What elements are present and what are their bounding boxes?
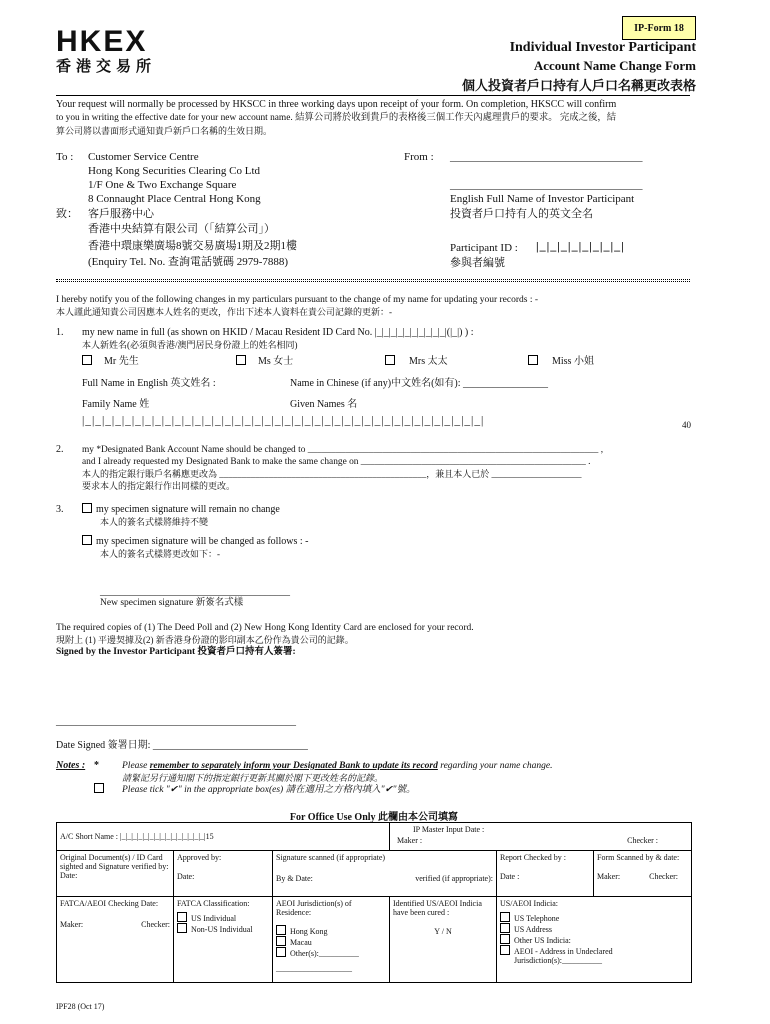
from-label: From :: [404, 151, 434, 163]
given-names-label: Given Names 名: [290, 399, 358, 410]
section-divider-2: [56, 281, 690, 282]
identified-cured-label: Identified US/AEOI Indicia have been cured :: [393, 899, 482, 917]
office-use-title: For Office Use Only 此欄由本公司填寫: [289, 812, 459, 823]
item2-number: 2.: [56, 444, 64, 455]
to-zh-line-1: 客戶服務中心: [88, 208, 154, 220]
original-documents-label: Original Document(s) / ID Card sighted and Signature verified by:: [60, 853, 169, 871]
others-line[interactable]: ___________________: [276, 964, 352, 973]
item3-number: 3.: [56, 504, 64, 515]
no-change-checkbox[interactable]: [82, 503, 92, 513]
approved-by-label: Approved by:: [177, 853, 222, 862]
ip-master-maker: Maker :: [397, 836, 423, 845]
us-telephone-option[interactable]: US Telephone: [500, 912, 688, 923]
form-maker: Maker:: [597, 872, 621, 881]
aeoi-jurisdiction-label: AEOI Jurisdiction(s) of Residence:: [276, 899, 352, 917]
from-name-en-label: English Full Name of Investor Participant: [450, 193, 635, 205]
non-us-individual-option[interactable]: Non-US Individual: [177, 923, 269, 934]
item1-text-en: my new name in full (as shown on HKID / Macau Resident ID Card No. |_|_|_|_|_|_|_|_|_|_|(|_|) ) :: [82, 327, 474, 338]
by-date-label: By & Date:: [276, 874, 313, 883]
notes-star: *: [94, 760, 99, 771]
from-line-1[interactable]: ___________________________________: [450, 151, 643, 163]
date-signed-field[interactable]: Date Signed 簽署日期: _______________________________: [56, 740, 308, 751]
form-title-zh: 個人投資者戶口持有人戶口名稱更改表格: [461, 78, 696, 93]
notify-zh: 本人謹此通知貴公司因應本人姓名的更改，作出下述本人資料在貴公司記錄的更新：-: [56, 307, 392, 317]
change-checkbox[interactable]: [82, 535, 92, 545]
intro-zh: 算公司將以書面形式通知貴戶新戶口名稱的生效日期。: [56, 126, 273, 136]
aeoi-address-option[interactable]: AEOI - Address in Undeclared: [500, 945, 688, 956]
new-signature-label: New specimen signature 新簽名式樣: [100, 598, 244, 608]
ip-master-input-date: IP Master Input Date :: [413, 825, 485, 834]
item2-line-1[interactable]: my *Designated Bank Account Name should be changed to ______________________________________________________________ ,: [82, 445, 604, 455]
form-title-en-1: Individual Investor Participant: [509, 40, 696, 55]
title-mrs-option[interactable]: Mrs 太太: [385, 355, 448, 369]
yes-no-choice[interactable]: Y / N: [434, 927, 452, 936]
mrs-checkbox[interactable]: [385, 355, 395, 365]
title-miss-option[interactable]: Miss 小姐: [528, 355, 594, 369]
signed-label: Signed by the Investor Participant 投資者戶口持有人簽署:: [56, 647, 296, 657]
note-2-checkbox-sample: [94, 783, 108, 797]
us-individual-option[interactable]: US Individual: [177, 912, 269, 923]
form-number-badge: IP-Form 18: [622, 16, 696, 40]
copies-en: The required copies of (1) The Deed Poll and (2) New Hong Kong Identity Card are enclosed for your record.: [56, 623, 474, 633]
item2-line-2[interactable]: and I already requested my Designated Bank to make the same change on ________________________________________________ .: [82, 457, 591, 467]
other-us-indicia-option[interactable]: Other US Indicia:: [500, 934, 688, 945]
notify-en: I hereby notify you of the following changes in my particulars pursuant to the change of my name for updating your records : -: [56, 295, 538, 305]
report-date: Date :: [500, 872, 520, 881]
change-zh: 本人的簽名式樣將更改如下：-: [100, 549, 220, 559]
note-2: Please tick "✔" in the appropriate box(es) 請在適用之方格內填入"✔"號。: [122, 785, 416, 795]
fatca-checker: Checker:: [141, 920, 170, 929]
chinese-name-field[interactable]: Name in Chinese (if any)中文姓名(如有): _________________: [290, 378, 549, 389]
us-address-option[interactable]: US Address: [500, 923, 688, 934]
full-name-en-label: Full Name in English 英文姓名 :: [82, 378, 216, 389]
hkex-logo-chinese: 香港交易所: [56, 59, 157, 75]
from-name-zh-label: 投資者戶口持有人的英文全名: [450, 208, 593, 220]
report-checked-label: Report Checked by :: [500, 853, 566, 862]
signature-scanned-label: Signature scanned (if appropriate): [276, 853, 386, 862]
fatca-maker: Maker:: [60, 920, 84, 929]
hkex-logo: HKEX: [56, 25, 148, 58]
participant-id-label: Participant ID :: [450, 242, 518, 254]
form-checker: Checker:: [649, 872, 678, 881]
item1-number: 1.: [56, 327, 64, 338]
to-line-3: 1/F One & Two Exchange Square: [88, 179, 237, 191]
jurisdictions-field[interactable]: Jurisdiction(s):__________: [514, 956, 602, 965]
notes-label: Notes :: [56, 760, 86, 771]
section-divider-1: [56, 279, 690, 280]
new-signature-line[interactable]: ______________________________________: [100, 586, 290, 597]
title-mr-option[interactable]: Mr 先生: [82, 355, 139, 369]
us-aeoi-indicia-label: US/AEOI Indicia:: [500, 899, 558, 908]
hong-kong-option[interactable]: Hong Kong: [276, 925, 386, 936]
from-line-2[interactable]: ___________________________________: [450, 179, 643, 191]
office-use-table: [56, 822, 692, 983]
signature-no-change-option[interactable]: my specimen signature will remain no change: [82, 503, 280, 517]
note-1-zh: 請緊記另行通知閣下的指定銀行更新其關於閣下更改姓名的記錄。: [122, 773, 384, 783]
english-name-boxes[interactable]: |_|_|_|_|_|_|_|_|_|_|_|_|_|_|_|_|_|_|_|_|_|_|_|_|_|_|_|_|_|_|_|_|_|_|_|_|_|_|_|_|: [82, 415, 485, 427]
to-zh-line-2: 香港中央結算有限公司（「結算公司」）: [88, 223, 275, 235]
fatca-classification-label: FATCA Classification:: [177, 899, 250, 908]
intro-en-2: to you in writing the effective date for your new account name. 結算公司將於收到貴戶的表格後三個工作天內處理貴戶的要求。 完成之後，結: [56, 113, 617, 123]
copies-zh: 現附上 (1) 平邊契據及(2) 新香港身份證的影印副本乙份作為貴公司的記錄。: [56, 635, 354, 645]
to-zh-line-3: 香港中環康樂廣場8號交易廣場1期及2期1樓: [88, 240, 297, 252]
note-1-en: Please remember to separately inform your Designated Bank to update its record regarding your name change.: [122, 761, 553, 771]
item2-line-4: 要求本人的指定銀行作出同樣的更改。: [82, 481, 236, 491]
orig-date: Date:: [60, 871, 78, 880]
participant-id-zh-label: 參與者編號: [450, 257, 505, 269]
name-box-count: 40: [682, 420, 691, 430]
intro-en-1: Your request will normally be processed by HKSCC in three working days upon receipt of your form. On completion, HKSCC will confirm: [56, 99, 617, 110]
others-option[interactable]: Other(s):__________: [276, 947, 386, 958]
form-footer-code: IPF28 (Oct 17): [56, 1002, 105, 1011]
to-label-zh: 致：: [56, 208, 78, 220]
item2-line-3[interactable]: 本人的指定銀行賬戶名稱應更改為 ______________________________________________，兼且本人已於 ____________________: [82, 469, 582, 479]
signature-line[interactable]: ________________________________________________: [56, 716, 296, 727]
signature-change-option[interactable]: my specimen signature will be changed as follows : -: [82, 535, 308, 549]
no-change-zh: 本人的簽名式樣將維持不變: [100, 517, 209, 527]
title-ms-option[interactable]: Ms 女士: [236, 355, 293, 369]
to-line-4: 8 Connaught Place Central Hong Kong: [88, 193, 261, 205]
family-name-label: Family Name 姓: [82, 399, 150, 410]
verified-label: verified (if appropriate):: [415, 874, 493, 883]
ip-master-checker: Checker :: [627, 836, 658, 845]
to-line-2: Hong Kong Securities Clearing Co Ltd: [88, 165, 261, 177]
form-scanned-label: Form Scanned by & date:: [597, 853, 680, 862]
form-title-en-2: Account Name Change Form: [533, 58, 696, 73]
participant-id-boxes[interactable]: |_|_|_|_|_|_|_|_|: [536, 239, 625, 253]
to-label: To :: [56, 151, 74, 163]
approved-date: Date:: [177, 872, 195, 881]
header-divider: [56, 95, 690, 96]
to-line-1: Customer Service Centre: [88, 151, 199, 163]
ms-checkbox[interactable]: [236, 355, 246, 365]
item1-text-zh: 本人新姓名(必須與香港/澳門居民身份證上的姓名相同): [82, 340, 298, 350]
miss-checkbox[interactable]: [528, 355, 538, 365]
ac-short-name-field[interactable]: A/C Short Name : |_|_|_|_|_|_|_|_|_|_|_|_|_|_|_|15: [60, 832, 214, 841]
mr-checkbox[interactable]: [82, 355, 92, 365]
fatca-checking-date: FATCA/AEOI Checking Date:: [60, 899, 159, 908]
macau-option[interactable]: Macau: [276, 936, 386, 947]
to-zh-line-4: (Enquiry Tel. No. 查詢電話號碼 2979-7888): [88, 256, 289, 268]
